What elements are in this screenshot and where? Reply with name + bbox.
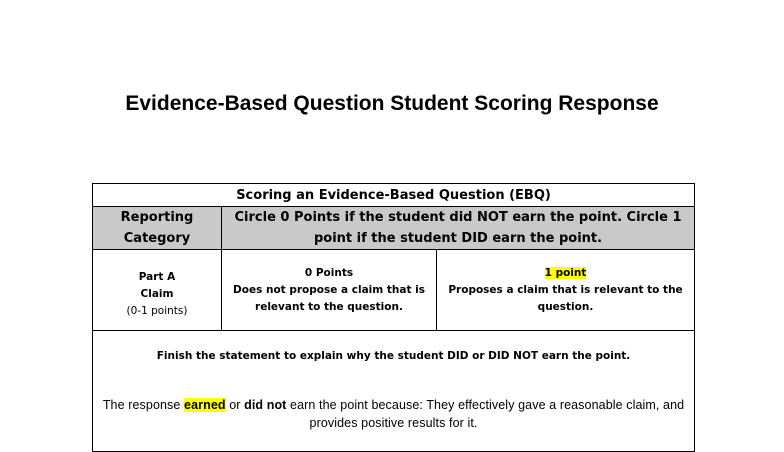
one-point-description: Proposes a claim that is relevant to the question. [448,283,683,313]
did-not-word: did not [244,398,287,412]
response-suffix: earn the point because: They effectively gave a reasonable claim, and provides positive results for it. [286,398,685,430]
category-part: Part A [138,270,176,283]
finish-statement: Finish the statement to explain why the student DID or DID NOT earn the point. [156,350,631,362]
one-point-label: 1 point [544,266,587,279]
zero-points-label: 0 Points [304,266,354,279]
one-point-cell[interactable] [437,250,695,331]
category-name: Claim [140,287,174,300]
category-points: (0-1 points) [126,304,188,317]
table-header: Scoring an Evidence-Based Question (EBQ) [93,184,695,207]
category-cell [93,250,222,331]
response-cell[interactable] [93,331,695,452]
response-or: or [225,398,245,412]
earned-word: earned [184,398,226,412]
instructions-header: Circle 0 Points if the student did NOT earn the point. Circle 1 point if the student DID earn the point. [222,207,695,250]
response-prefix: The response [102,398,185,412]
reporting-category-header: Reporting Category [93,207,222,250]
response-text [97,396,690,432]
page-title: Evidence-Based Question Student Scoring Response [125,92,659,115]
zero-points-description: Does not propose a claim that is relevant to the question. [233,283,425,313]
scoring-table [92,183,695,452]
zero-points-cell[interactable] [222,250,437,331]
